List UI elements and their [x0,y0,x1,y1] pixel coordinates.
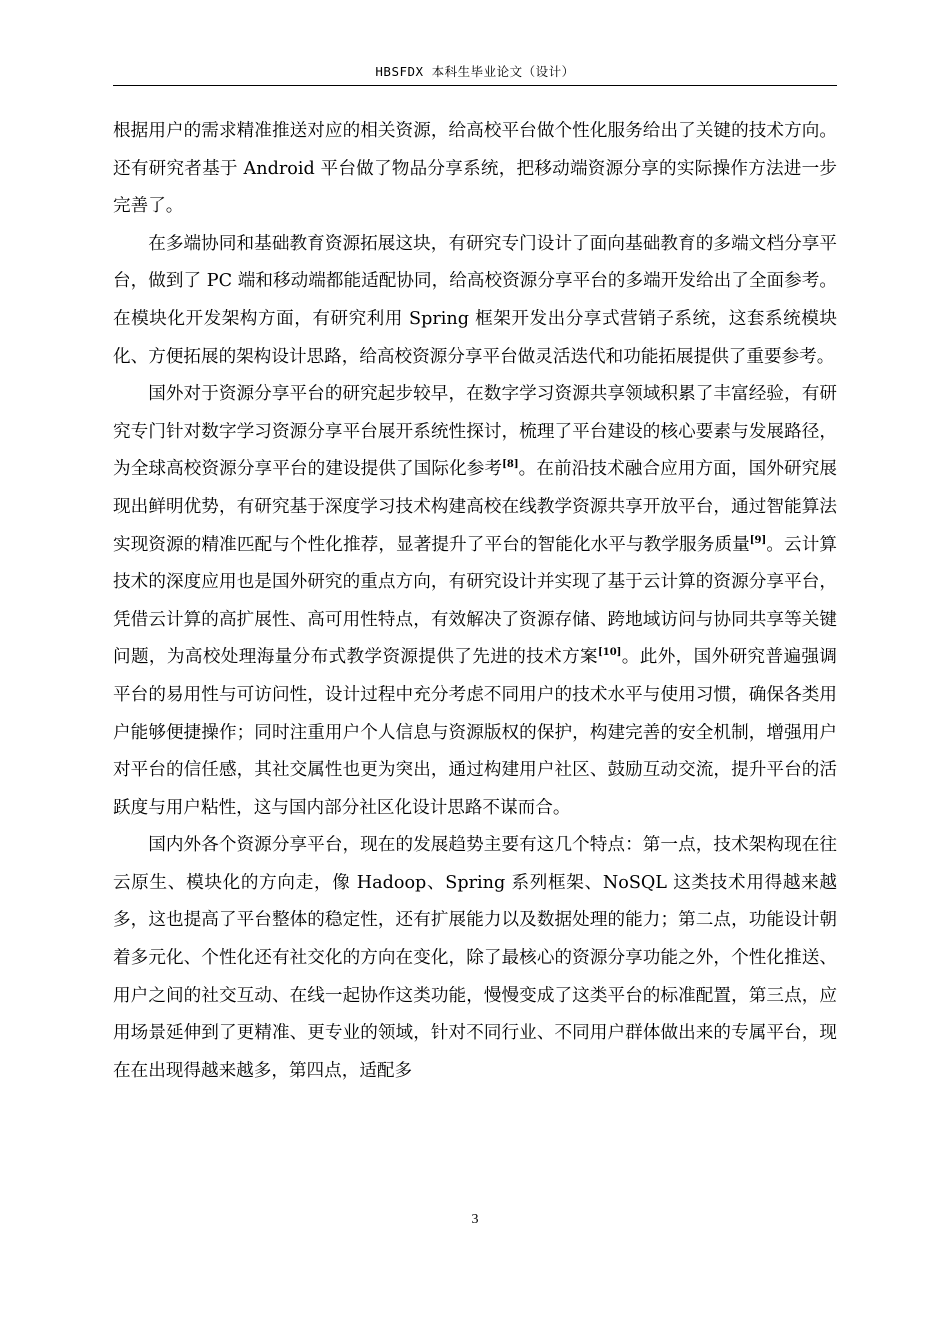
paragraph [113,226,837,376]
paragraph-text: 。云计算技术的深度应用也是国外研究的重点方向，有研究设计并实现了基于云计算的资源分享平台，凭借云计算的高扩展性、高可用性特点，有效解决了资源存储、跨地域访问与协同共享等关键问题，为高校处理海量分布式教学资源提供了先进的技术方案 [113,534,837,668]
page-number: 3 [471,1212,479,1227]
paragraph [113,113,837,226]
citation-marker: [10] [598,647,622,659]
paragraph-text: 国内外各个资源分享平台，现在的发展趋势主要有这几个特点：第一点，技术架构现在往云原生、模块化的方向走，像 Hadoop、Spring 系列框架、NoSQL 这类技术用得越来越多，这也提高了平台整体的稳定性，还有扩展能力以及数据处理的能力；第二点，功能设计朝着多元化、个性化还有社交化的方向在变化，除了最核心的资源分享功能之外，个性化推送、用户之间的社交互动、在线一起协作这类功能，慢慢变成了这类平台的标准配置，第三点，应用场景延伸到了更精准、更专业的领域，针对不同行业、不同用户群体做出来的专属平台，现在在出现得越来越多，第四点，适配多 [113,835,837,1081]
citation-marker: [9] [749,534,767,546]
paragraph-text: 根据用户的需求精准推送对应的相关资源，给高校平台做个性化服务给出了关键的技术方向。还有研究者基于 Android 平台做了物品分享系统，把移动端资源分享的实际操作方法进一步完善了。 [113,121,837,217]
header-rule [113,85,837,86]
body-text [113,113,837,1090]
paragraph [113,376,837,827]
citation-marker: [8] [502,459,519,471]
paragraph-text: 在多端协同和基础教育资源拓展这块，有研究专门设计了面向基础教育的多端文档分享平台，做到了 PC 端和移动端都能适配协同，给高校资源分享平台的多端开发给出了全面参考。在模块化开发架构方面，有研究利用 Spring 框架开发出分享式营销子系统，这套系统模块化、方便拓展的架构设计思路，给高校资源分享平台做灵活迭代和功能拓展提供了重要参考。 [113,233,837,367]
paragraph-text: 。此外，国外研究普遍强调平台的易用性与可访问性，设计过程中充分考虑不同用户的技术水平与使用习惯，确保各类用户能够便捷操作；同时注重用户个人信息与资源版权的保护，构建完善的安全机制，增强用户对平台的信任感，其社交属性也更为突出，通过构建用户社区、鼓励互动交流，提升平台的活跃度与用户粘性，这与国内部分社区化设计思路不谋而合。 [113,647,837,818]
paragraph-text: 国外对于资源分享平台的研究起步较早，在数字学习资源共享领域积累了丰富经验，有研究专门针对数字学习资源分享平台展开系统性探讨，梳理了平台建设的核心要素与发展路径，为全球高校资源分享平台的建设提供了国际化参考 [113,384,837,480]
page-header: HBSFDX 本科生毕业论文（设计） [375,64,575,79]
paragraph-text: 。在前沿技术融合应用方面，国外研究展现出鲜明优势，有研究基于深度学习技术构建高校在线教学资源共享开放平台，通过智能算法实现资源的精准匹配与个性化推荐，显著提升了平台的智能化水平与教学服务质量 [113,459,837,555]
paragraph [113,827,837,1090]
